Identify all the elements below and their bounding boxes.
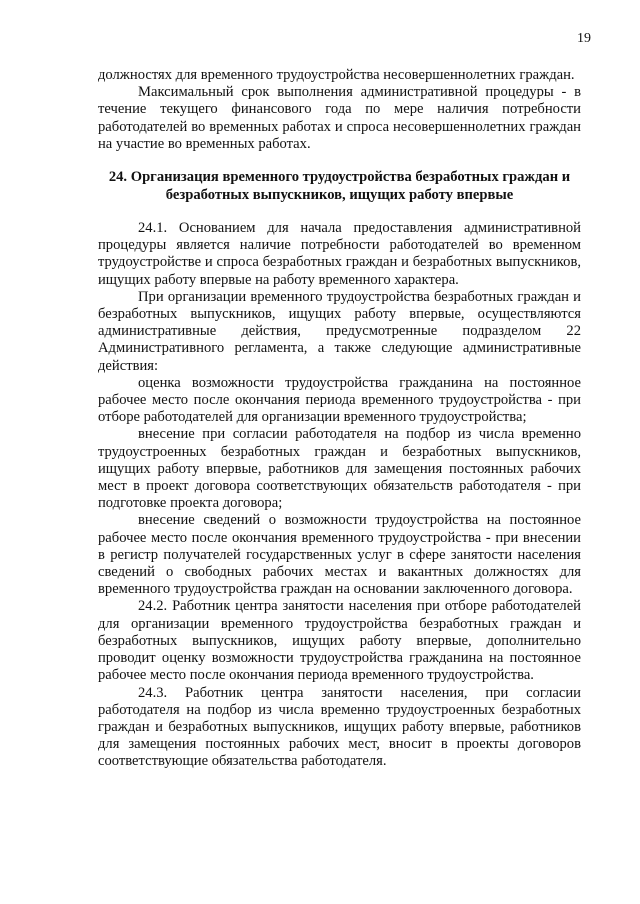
paragraph-24-2: 24.2. Работник центра занятости населения при отборе работодателей для организации временного трудоустройства безработных граждан и безработных выпускников, ищущих работу впервые, дополнительно проводит оценку возможности трудоустройства гражданина на постоянное рабочее место после окончания периода временного трудоустройства. [98,598,581,684]
paragraph-24-1: 24.1. Основанием для начала предоставления административной процедуры является наличие потребности работодателей во временном трудоустройстве и спроса безработных граждан и безработных выпускников, ищущих работу впервые на работу временного характера. [98,220,581,288]
paragraph-organization: При организации временного трудоустройства безработных граждан и безработных выпускников, ищущих работу впервые, осуществляются административные действия, предусмотренные подразделом 22 Административного регламента, а также следующие административные действия: [98,288,581,374]
paragraph-register-info: внесение сведений о возможности трудоустройства на постоянное рабочее место после окончания временного трудоустройства - при внесении в регистр получателей государственных услуг в сфере занятости населения сведений о свободных рабочих местах и вакантных должностях для временного трудоустройства граждан на основании заключенного договора. [98,512,581,598]
paragraph-24-3: 24.3. Работник центра занятости населения, при согласии работодателя на подбор из числа временно трудоустроенных безработных граждан и безработных выпускников, ищущих работу впервые, работников для замещения постоянных рабочих мест, вносит в проекты договоров соответствующие обязательства работодателя. [98,684,581,770]
document-body [98,67,581,771]
page-number: 19 [577,31,591,46]
paragraph-max-term: Максимальный срок выполнения административной процедуры - в течение текущего финансового года по мере наличия потребности работодателей во временных работах и спроса несовершеннолетних граждан на участие во временных работах. [98,84,581,152]
section-heading-24: 24. Организация временного трудоустройства безработных граждан и безработных выпускников, ищущих работу впервые [108,169,571,203]
paragraph-continuation: должностях для временного трудоустройства несовершеннолетних граждан. [98,67,575,83]
paragraph-contract-obligations: внесение при согласии работодателя на подбор из числа временно трудоустроенных безработных граждан и безработных выпускников, ищущих работу впервые, работников для замещения постоянных рабочих мест в проект договора соответствующих обязательств работодателя - при подготовке проекта договора; [98,426,581,512]
paragraph-assessment: оценка возможности трудоустройства гражданина на постоянное рабочее место после окончания периода временного трудоустройства - при отборе работодателей для организации временного трудоустройства; [98,374,581,426]
